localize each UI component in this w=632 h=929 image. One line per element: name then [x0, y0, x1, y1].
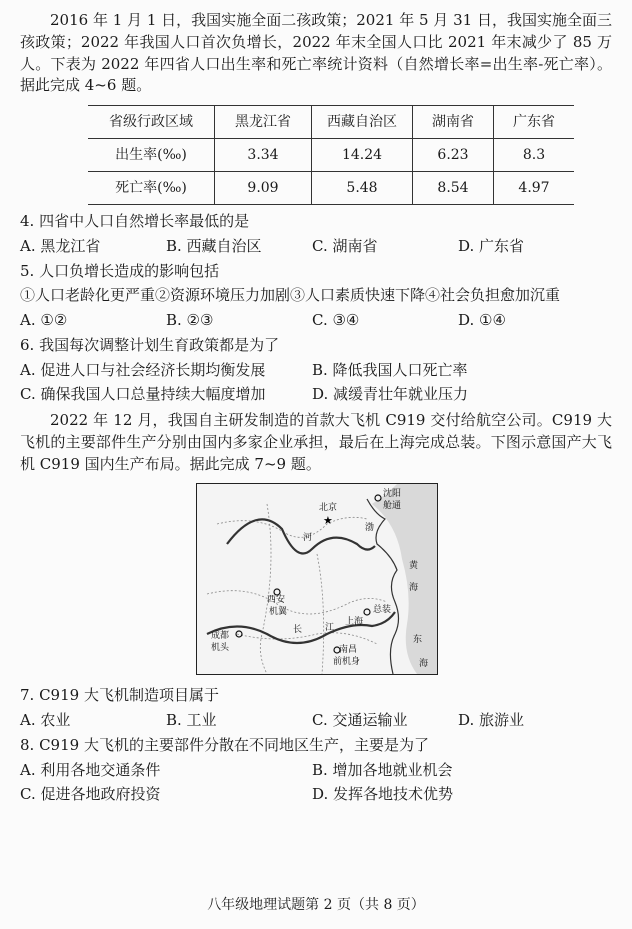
map-label-river-chang: 长: [293, 625, 303, 636]
question-7-options: [20, 710, 612, 732]
question-7-stem: 7. C919 大飞机制造项目属于: [20, 686, 219, 705]
option-d: D. 旅游业: [458, 711, 525, 729]
option-a: A. 黑龙江省: [20, 236, 101, 255]
yellow-river: [227, 520, 375, 554]
table-cell: 3.34: [215, 139, 312, 172]
option-a: A. 促进人口与社会经济长期均衡发展: [20, 360, 266, 379]
option-a: A. 农业: [20, 711, 71, 729]
map-label-xian-sub: 机翼: [269, 607, 288, 618]
option-d: D. 发挥各地技术优势: [312, 785, 454, 804]
map-label-shenyang-sub: 舱通: [383, 501, 402, 512]
map-label-dong: 东: [413, 635, 423, 646]
table-cell: 8.3: [494, 139, 575, 172]
map-label-hai2: 海: [419, 659, 429, 670]
exam-page: [20, 10, 612, 806]
question-6-stem: 6. 我国每次调整计划生育政策都是为了: [20, 335, 280, 354]
table-row: [88, 139, 574, 172]
sea-area: [372, 484, 437, 674]
map-drawing: [197, 484, 437, 674]
table-cell: 6.23: [413, 139, 494, 172]
intro-paragraph-c919: 2022 年 12 月，我国自主研发制造的首款大飞机 C919 交付给航空公司。C919 大飞机的主要部件生产分别由国内多家企业承担，最后在上海完成总装。下图示意国产大飞机 C919 国内生产布局。据此完成 7~9 题。: [20, 411, 612, 473]
city-dot-icon: [364, 609, 370, 615]
map-label-nanchang: 南昌: [339, 645, 358, 656]
table-header-cell: 西藏自治区: [312, 106, 413, 139]
map-label-shanghai: 上海: [345, 617, 364, 628]
option-a: A. 利用各地交通条件: [20, 760, 161, 779]
table-header-cell: 广东省: [494, 106, 575, 139]
map-label-river-jiang: 江: [325, 623, 335, 634]
option-d: D. 减缓青壮年就业压力: [312, 385, 469, 404]
table-row: [88, 172, 574, 205]
intro-paragraph-population: 2016 年 1 月 1 日，我国实施全面二孩政策；2021 年 5 月 31 日，我国实施全面三孩政策；2022 年我国人口首次负增长，2022 年末全国人口比 2021 年末减少了 85 万人。下表为 2022 年四省人口出生率和死亡率统计资料（自然增长率=出生率-死亡率）。据此完成 4~6 题。: [20, 11, 612, 95]
map-label-river-he: 河: [303, 533, 313, 544]
question-8-stem: 8. C919 大飞机的主要部件分散在不同地区生产，主要是为了: [20, 735, 429, 754]
option-b: B. 降低我国人口死亡率: [312, 360, 468, 379]
table-cell: 5.48: [312, 172, 413, 205]
map-label-nanchang-sub: 前机身: [333, 657, 361, 668]
map-label-hai: 海: [409, 583, 419, 594]
option-a: A. ①②: [20, 311, 68, 329]
map-label-beijing: 北京: [319, 503, 338, 514]
table-header-cell: 省级行政区域: [88, 106, 215, 139]
option-d: D. 广东省: [458, 236, 525, 255]
map-label-shanghai-sub: 总装: [373, 605, 392, 616]
option-d: D. ①④: [458, 311, 506, 329]
map-label-bohai: 渤: [365, 523, 375, 534]
page-footer: 八年级地理试题第 2 页（共 8 页）: [207, 897, 425, 913]
question-6-options-row1: [20, 360, 612, 382]
map-label-shenyang: 沈阳: [383, 489, 402, 500]
question-5-items: ①人口老龄化更严重②资源环境压力加剧③人口素质快速下降④社会负担愈加沉重: [20, 286, 561, 305]
beijing-star-icon: ★: [323, 514, 333, 528]
option-b: B. ②③: [166, 311, 214, 329]
option-c: C. ③④: [312, 311, 360, 329]
option-c: C. 湖南省: [312, 236, 378, 255]
map-label-xian: 西安: [267, 595, 286, 606]
table-cell: 死亡率(‰): [88, 172, 215, 205]
question-4-options: [20, 236, 612, 258]
question-4-stem: 4. 四省中人口自然增长率最低的是: [20, 212, 250, 230]
option-c: C. 促进各地政府投资: [20, 785, 161, 804]
question-5-stem: 5. 人口负增长造成的影响包括: [20, 261, 220, 280]
table-cell: 8.54: [413, 172, 494, 205]
question-8-options-row1: [20, 760, 612, 782]
table-header-row: [88, 106, 574, 139]
map-label-huang: 黄: [409, 561, 419, 572]
city-dot-icon: [236, 631, 242, 637]
table-cell: 4.97: [494, 172, 575, 205]
question-6-options-row2: [20, 384, 612, 406]
map-label-chengdu: 成都: [211, 631, 230, 642]
option-b: B. 增加各地就业机会: [312, 760, 453, 779]
option-c: C. 确保我国人口总量持续大幅度增加: [20, 385, 266, 404]
option-b: B. 工业: [166, 711, 217, 729]
table-cell: 出生率(‰): [88, 139, 215, 172]
option-c: C. 交通运输业: [312, 711, 408, 729]
question-8-options-row2: [20, 784, 612, 806]
option-b: B. 西藏自治区: [166, 236, 262, 255]
province-borders: [207, 504, 387, 674]
table-header-cell: 黑龙江省: [215, 106, 312, 139]
table-cell: 9.09: [215, 172, 312, 205]
table-cell: 14.24: [312, 139, 413, 172]
c919-production-map: [196, 483, 438, 675]
population-table: [88, 105, 574, 205]
question-5-options: [20, 310, 612, 332]
table-header-cell: 湖南省: [413, 106, 494, 139]
map-label-chengdu-sub: 机头: [211, 643, 230, 654]
